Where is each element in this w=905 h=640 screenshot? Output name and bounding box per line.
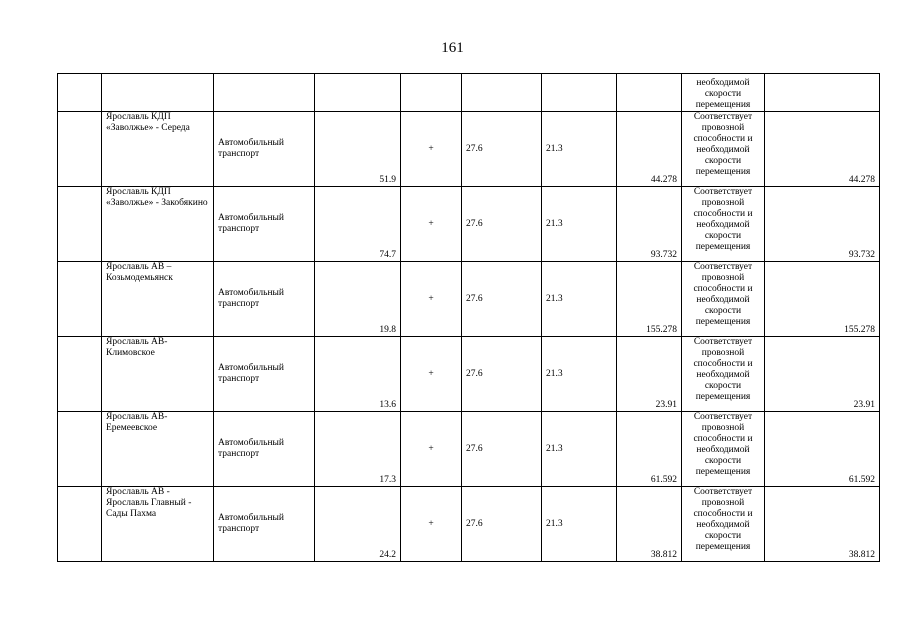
value2-cell bbox=[765, 74, 880, 112]
route-cell: Ярославль АВ - Ярославль Главный - Сады Пахма bbox=[102, 487, 214, 562]
value-cell: 44.278 bbox=[617, 112, 682, 187]
length-cell: 51.9 bbox=[315, 112, 401, 187]
status-cell: необходимой скорости перемещения bbox=[682, 74, 765, 112]
num-cell bbox=[58, 262, 102, 337]
v2-cell: 21.3 bbox=[542, 337, 617, 412]
mode-cell bbox=[214, 74, 315, 112]
plus-cell: + bbox=[401, 112, 462, 187]
value2-cell: 44.278 bbox=[765, 112, 880, 187]
plus-cell bbox=[401, 74, 462, 112]
value2-cell: 61.592 bbox=[765, 412, 880, 487]
length-cell bbox=[315, 74, 401, 112]
v2-cell: 21.3 bbox=[542, 187, 617, 262]
value-cell: 38.812 bbox=[617, 487, 682, 562]
mode-cell: Автомобильный транспорт bbox=[214, 337, 315, 412]
page-number: 161 bbox=[441, 40, 464, 56]
v1-cell bbox=[462, 74, 542, 112]
v2-cell: 21.3 bbox=[542, 262, 617, 337]
route-cell: Ярославль КДП «Заволжье» - Середа bbox=[102, 112, 214, 187]
length-cell: 24.2 bbox=[315, 487, 401, 562]
transport-table bbox=[57, 73, 880, 562]
table-row bbox=[58, 187, 880, 262]
mode-cell: Автомобильный транспорт bbox=[214, 262, 315, 337]
mode-cell: Автомобильный транспорт bbox=[214, 412, 315, 487]
table-row bbox=[58, 337, 880, 412]
status-cell: Соответствует провозной способности и необходимой скорости перемещения bbox=[682, 412, 765, 487]
table-row bbox=[58, 487, 880, 562]
status-cell: Соответствует провозной способности и необходимой скорости перемещения bbox=[682, 187, 765, 262]
v2-cell: 21.3 bbox=[542, 412, 617, 487]
route-cell: Ярославль АВ – Козьмодемьянск bbox=[102, 262, 214, 337]
value-cell: 23.91 bbox=[617, 337, 682, 412]
status-cell: Соответствует провозной способности и необходимой скорости перемещения bbox=[682, 262, 765, 337]
num-cell bbox=[58, 412, 102, 487]
length-cell: 17.3 bbox=[315, 412, 401, 487]
value-cell bbox=[617, 74, 682, 112]
route-cell: Ярославль АВ- Еремеевское bbox=[102, 412, 214, 487]
length-cell: 19.8 bbox=[315, 262, 401, 337]
v1-cell: 27.6 bbox=[462, 337, 542, 412]
v1-cell: 27.6 bbox=[462, 262, 542, 337]
num-cell bbox=[58, 337, 102, 412]
mode-cell: Автомобильный транспорт bbox=[214, 112, 315, 187]
num-cell bbox=[58, 187, 102, 262]
status-cell: Соответствует провозной способности и необходимой скорости перемещения bbox=[682, 487, 765, 562]
v2-cell: 21.3 bbox=[542, 487, 617, 562]
route-cell: Ярославль АВ- Климовское bbox=[102, 337, 214, 412]
table-row bbox=[58, 262, 880, 337]
value2-cell: 23.91 bbox=[765, 337, 880, 412]
plus-cell: + bbox=[401, 262, 462, 337]
value-cell: 93.732 bbox=[617, 187, 682, 262]
route-cell bbox=[102, 74, 214, 112]
v2-cell bbox=[542, 74, 617, 112]
route-cell: Ярославль КДП «Заволжье» - Закобякино bbox=[102, 187, 214, 262]
value2-cell: 155.278 bbox=[765, 262, 880, 337]
plus-cell: + bbox=[401, 412, 462, 487]
plus-cell: + bbox=[401, 337, 462, 412]
num-cell bbox=[58, 487, 102, 562]
status-cell: Соответствует провозной способности и необходимой скорости перемещения bbox=[682, 112, 765, 187]
v1-cell: 27.6 bbox=[462, 187, 542, 262]
value2-cell: 38.812 bbox=[765, 487, 880, 562]
status-cell: Соответствует провозной способности и необходимой скорости перемещения bbox=[682, 337, 765, 412]
mode-cell: Автомобильный транспорт bbox=[214, 487, 315, 562]
value2-cell: 93.732 bbox=[765, 187, 880, 262]
value-cell: 155.278 bbox=[617, 262, 682, 337]
length-cell: 74.7 bbox=[315, 187, 401, 262]
table-row-continuation bbox=[58, 74, 880, 112]
v1-cell: 27.6 bbox=[462, 112, 542, 187]
plus-cell: + bbox=[401, 187, 462, 262]
length-cell: 13.6 bbox=[315, 337, 401, 412]
table-row bbox=[58, 112, 880, 187]
v1-cell: 27.6 bbox=[462, 412, 542, 487]
num-cell bbox=[58, 74, 102, 112]
table-row bbox=[58, 412, 880, 487]
v2-cell: 21.3 bbox=[542, 112, 617, 187]
plus-cell: + bbox=[401, 487, 462, 562]
mode-cell: Автомобильный транспорт bbox=[214, 187, 315, 262]
num-cell bbox=[58, 112, 102, 187]
v1-cell: 27.6 bbox=[462, 487, 542, 562]
value-cell: 61.592 bbox=[617, 412, 682, 487]
